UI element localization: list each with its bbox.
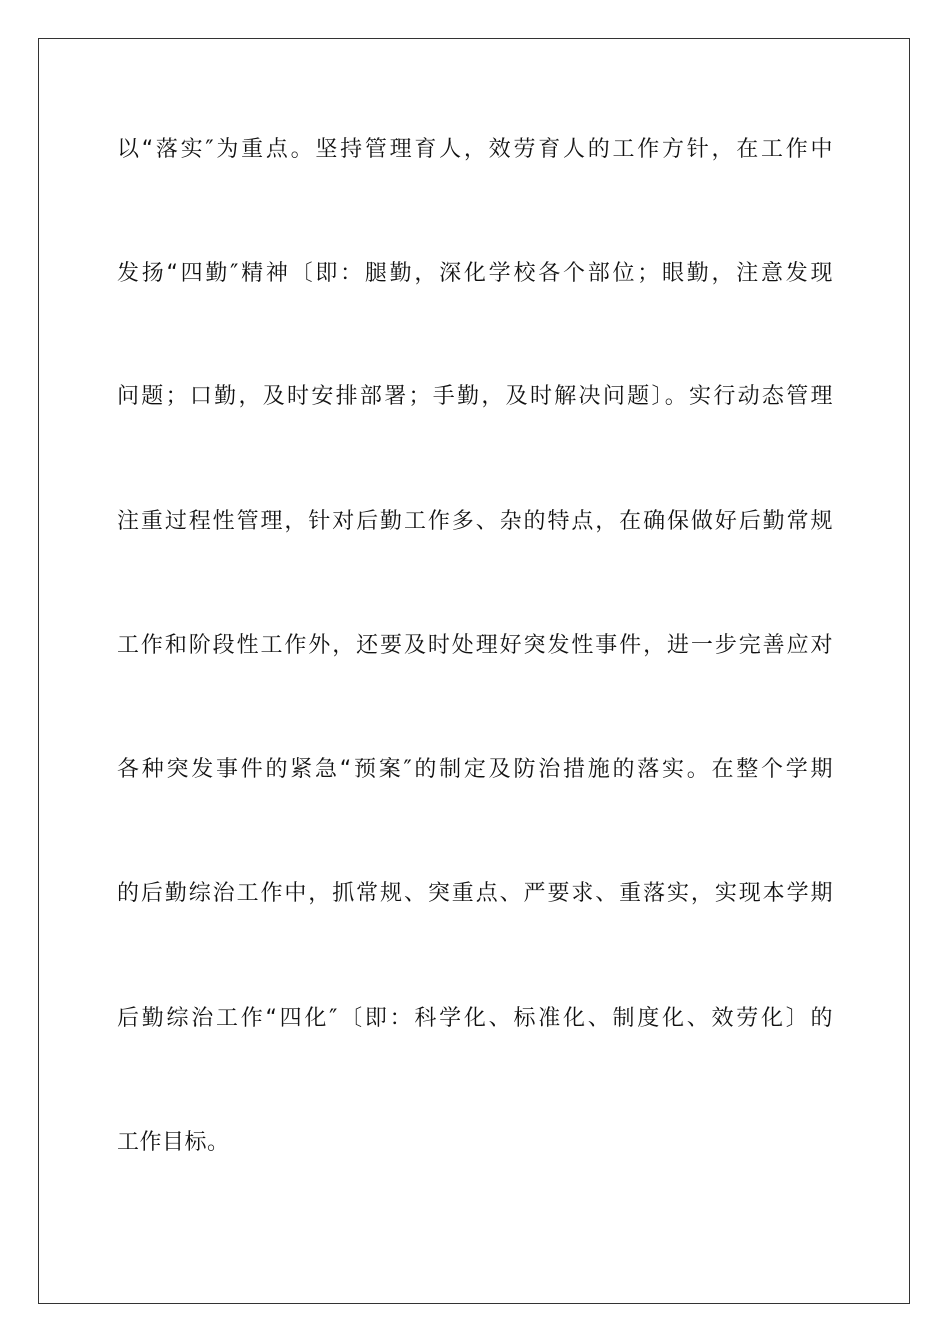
paragraph-line-3: 问题；口勤，及时安排部署；手勤，及时解决问题〕。实行动态管理 — [117, 384, 833, 409]
paragraph-line-1: 以“落实″为重点。坚持管理育人，效劳育人的工作方针，在工作中 — [117, 137, 833, 162]
page-border — [38, 38, 910, 1304]
paragraph-line-9: 工作目标。 — [117, 1130, 230, 1155]
paragraph-line-4: 注重过程性管理，针对后勤工作多、杂的特点，在确保做好后勤常规 — [117, 509, 833, 534]
paragraph-line-8: 后勤综治工作“四化″〔即：科学化、标准化、制度化、效劳化〕的 — [117, 1006, 833, 1031]
paragraph-line-2: 发扬“四勤″精神〔即：腿勤，深化学校各个部位；眼勤，注意发现 — [117, 261, 833, 286]
paragraph-line-5: 工作和阶段性工作外，还要及时处理好突发性事件，进一步完善应对 — [117, 633, 833, 658]
paragraph-line-6: 各种突发事件的紧急“预案″的制定及防治措施的落实。在整个学期 — [117, 757, 833, 782]
paragraph-line-7: 的后勤综治工作中，抓常规、突重点、严要求、重落实，实现本学期 — [117, 881, 833, 906]
